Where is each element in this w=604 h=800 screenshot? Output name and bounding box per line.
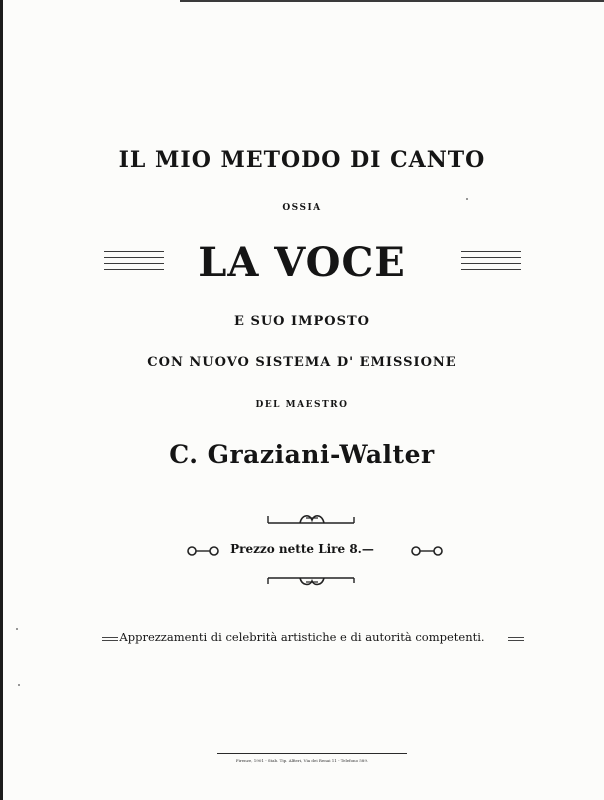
subtitle-emissione: CON NUOVO SISTEMA D' EMISSIONE <box>147 355 457 370</box>
title-rules-right <box>461 251 521 277</box>
ossia-label: OSSIA <box>282 203 322 213</box>
page-edge-top <box>180 0 604 2</box>
main-title: LA VOCE <box>198 239 406 286</box>
footer-rule <box>217 753 407 754</box>
price-row <box>0 541 604 561</box>
paper-speck <box>16 628 18 630</box>
printer-footer: Firenze, 1901 - Stab. Tip. Alfieri, Via dei Renai 11 - Telefono 589. <box>235 758 369 763</box>
appreciation-row <box>0 630 604 648</box>
method-title: IL MIO METODO DI CANTO <box>118 147 486 173</box>
chain-link-icon <box>410 545 444 557</box>
subtitle-imposto: E SUO IMPOSTO <box>234 314 370 329</box>
ornament-bottom-icon <box>266 574 358 588</box>
author-name: C. Graziani-Walter <box>169 440 435 469</box>
ornament-top-icon <box>266 512 358 526</box>
paper-speck <box>466 198 468 200</box>
dash-rule-right <box>508 637 524 642</box>
appreciation-text: Apprezzamenti di celebrità artistiche e di autorità competenti. <box>119 630 485 644</box>
price-label: Prezzo nette Lire 8.— <box>230 542 374 556</box>
paper-speck <box>18 684 20 686</box>
by-line: DEL MAESTRO <box>255 400 349 410</box>
